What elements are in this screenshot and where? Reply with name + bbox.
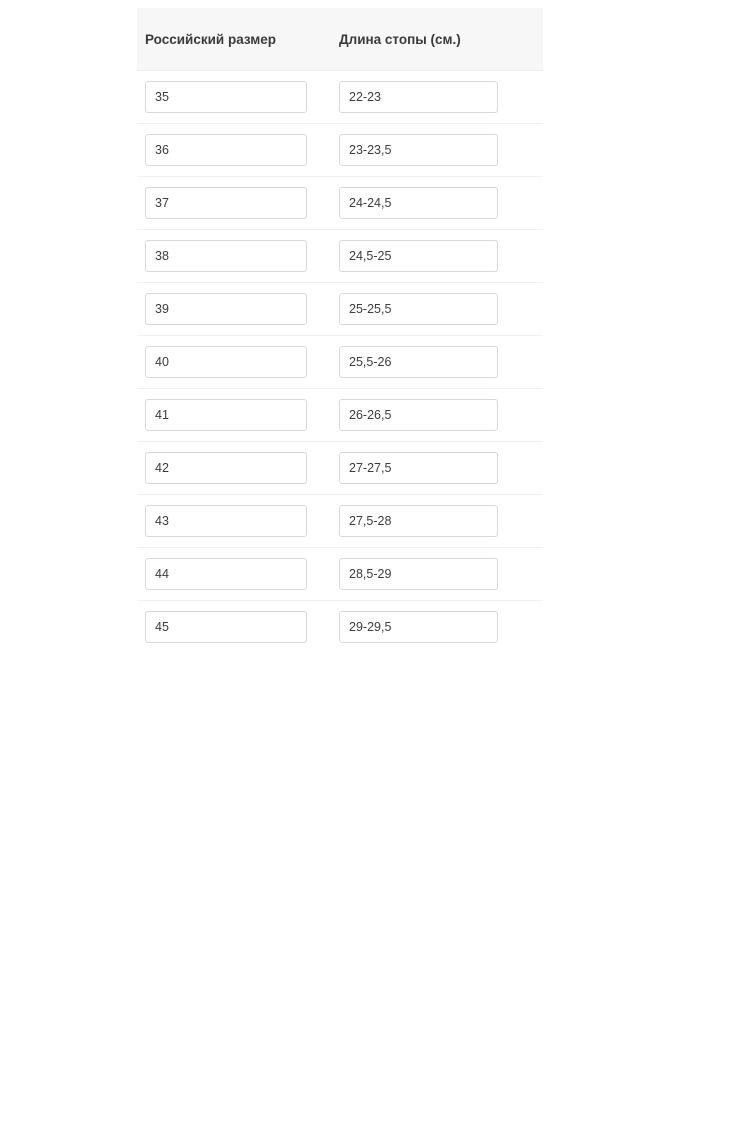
length-value: 25-25,5 [339,293,498,325]
table-cell-size [137,336,331,389]
table-cell-length [331,601,543,654]
table-row [137,230,543,283]
length-value: 23-23,5 [339,134,498,166]
length-value: 24,5-25 [339,240,498,272]
table-cell-size [137,389,331,442]
table-row [137,389,543,442]
size-value: 44 [145,558,307,590]
length-value: 29-29,5 [339,611,498,643]
size-value: 42 [145,452,307,484]
size-value: 37 [145,187,307,219]
size-value: 39 [145,293,307,325]
size-value: 45 [145,611,307,643]
table-cell-size [137,230,331,283]
size-chart-container [137,8,527,653]
size-chart-table [137,8,543,653]
table-cell-size [137,548,331,601]
table-row [137,283,543,336]
table-row [137,124,543,177]
table-header-row [137,8,543,71]
size-value: 35 [145,81,307,113]
table-cell-length [331,442,543,495]
length-value: 28,5-29 [339,558,498,590]
table-cell-length [331,71,543,124]
table-body [137,71,543,654]
column-header-foot-length: Длина стопы (см.) [331,8,543,71]
table-row [137,336,543,389]
table-row [137,495,543,548]
table-cell-length [331,283,543,336]
table-cell-length [331,177,543,230]
table-row [137,177,543,230]
table-cell-size [137,283,331,336]
length-value: 25,5-26 [339,346,498,378]
size-value: 36 [145,134,307,166]
table-cell-size [137,442,331,495]
length-value: 24-24,5 [339,187,498,219]
table-cell-size [137,71,331,124]
table-cell-length [331,336,543,389]
table-cell-size [137,177,331,230]
table-row [137,442,543,495]
table-header [137,8,543,71]
table-cell-length [331,548,543,601]
size-value: 38 [145,240,307,272]
table-cell-size [137,601,331,654]
size-value: 41 [145,399,307,431]
size-value: 40 [145,346,307,378]
table-row [137,548,543,601]
length-value: 26-26,5 [339,399,498,431]
table-cell-size [137,124,331,177]
table-row [137,601,543,654]
table-row [137,71,543,124]
table-cell-length [331,495,543,548]
column-header-russian-size: Российский размер [137,8,331,71]
table-cell-size [137,495,331,548]
table-cell-length [331,389,543,442]
size-value: 43 [145,505,307,537]
length-value: 22-23 [339,81,498,113]
length-value: 27-27,5 [339,452,498,484]
table-cell-length [331,124,543,177]
length-value: 27,5-28 [339,505,498,537]
table-cell-length [331,230,543,283]
